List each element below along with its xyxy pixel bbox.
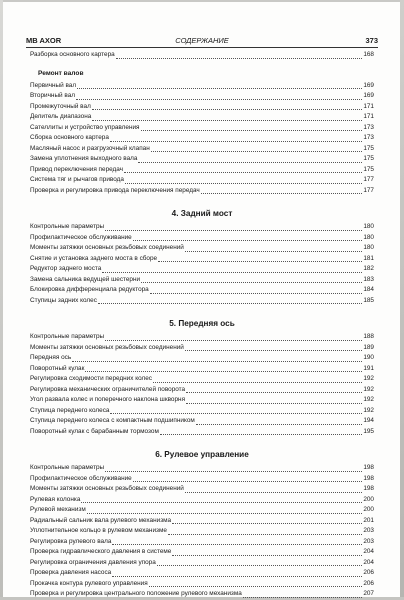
toc-entry[interactable] — [30, 427, 374, 438]
chapter-5-entries — [30, 332, 374, 437]
toc-entry-page-number: 201 — [363, 516, 374, 524]
header-page-number: 373 — [365, 36, 378, 45]
dot-leader — [98, 303, 362, 304]
toc-entry-title: Прокачка контура рулевого управления — [30, 579, 148, 587]
toc-entry[interactable] — [30, 463, 374, 474]
toc-entry-title: Проверка давления насоса — [30, 569, 112, 576]
dot-leader — [185, 251, 362, 252]
toc-entry-page-number: 198 — [363, 474, 374, 482]
dot-leader — [158, 261, 362, 262]
toc-entry[interactable] — [30, 243, 374, 254]
toc-entry-page-number: 198 — [363, 485, 374, 492]
toc-entry-page-number: 173 — [363, 134, 374, 141]
toc-entry-title: Снятие и установка заднего моста в сборе — [30, 254, 158, 262]
toc-entry-title: Рулевой механизм — [30, 506, 86, 513]
toc-entry-title: Привод переключения передач — [30, 165, 124, 173]
toc-entry-title: Промежуточный вал — [30, 102, 91, 110]
dot-leader — [133, 481, 363, 482]
toc-entry-page-number: 171 — [363, 102, 374, 110]
toc-entry-page-number: 192 — [363, 375, 374, 382]
dot-leader — [186, 403, 362, 404]
toc-entry[interactable] — [30, 484, 374, 495]
header-book-title: MB AXOR — [26, 36, 62, 45]
toc-entry[interactable] — [30, 416, 374, 427]
toc-entry[interactable] — [30, 332, 374, 343]
toc-entry-title: Передняя ось — [30, 354, 72, 361]
page-edge-top — [0, 0, 404, 2]
toc-entry-page-number: 192 — [363, 396, 374, 403]
dot-leader — [112, 544, 362, 545]
toc-entry[interactable] — [30, 81, 374, 92]
running-header — [26, 36, 378, 48]
toc-entry[interactable] — [30, 589, 374, 600]
toc-entry-title: Ступица переднего колеса — [30, 406, 110, 414]
dot-leader — [72, 361, 362, 362]
toc-entry-title: Моменты затяжки основных резьбовых соединений — [30, 343, 184, 351]
toc-entry-page-number: 204 — [363, 558, 374, 566]
toc-entry-title: Делитель диапазона — [30, 113, 92, 120]
chapter-4-entries — [30, 222, 374, 306]
toc-entry-page-number: 173 — [363, 123, 374, 131]
toc-entry[interactable] — [30, 254, 374, 265]
toc-entry-title: Контрольные параметры — [30, 333, 105, 340]
intro-entries — [30, 50, 374, 61]
toc-entry-page-number: 206 — [363, 569, 374, 576]
toc-entry-title: Регулировка рулевого вала — [30, 537, 112, 545]
toc-entry-page-number: 181 — [363, 254, 374, 262]
shafts-subheading: Ремонт валов — [38, 69, 84, 77]
toc-entry[interactable] — [30, 406, 374, 417]
toc-entry-page-number: 200 — [363, 495, 374, 503]
toc-entry-page-number: 204 — [363, 548, 374, 555]
toc-entry-title: Замена уплотнения выходного вала — [30, 155, 138, 162]
toc-entry[interactable] — [30, 579, 374, 590]
dot-leader — [133, 240, 363, 241]
toc-entry[interactable] — [30, 123, 374, 134]
dot-leader — [151, 151, 363, 152]
toc-entry-page-number: 175 — [363, 165, 374, 173]
dot-leader — [185, 492, 362, 493]
toc-entry-title: Угол развала колес и поперечного наклона шкворня — [30, 396, 186, 403]
toc-entry-title: Профилактическое обслуживание — [30, 233, 132, 241]
toc-entry-page-number: 169 — [363, 81, 374, 89]
toc-entry-page-number: 183 — [363, 275, 374, 283]
toc-entry-title: Поворотный кулак — [30, 364, 85, 372]
dot-leader — [85, 371, 362, 372]
toc-entry[interactable] — [30, 343, 374, 354]
toc-entry-page-number: 191 — [363, 364, 374, 372]
toc-entry-page-number: 171 — [363, 113, 374, 120]
toc-entry-page-number: 180 — [363, 233, 374, 241]
toc-entry-page-number: 189 — [363, 343, 374, 351]
dot-leader — [105, 340, 362, 341]
dot-leader — [201, 193, 363, 194]
page-edge-left — [0, 0, 3, 600]
page-edge-right — [400, 0, 404, 600]
dot-leader — [138, 162, 362, 163]
toc-entry-title: Профилактическое обслуживание — [30, 474, 132, 482]
toc-entry-title: Поворотный кулак с барабанным тормозом — [30, 427, 159, 435]
toc-entry[interactable] — [30, 495, 374, 506]
toc-entry-page-number: 169 — [363, 92, 374, 99]
toc-entry[interactable] — [30, 275, 374, 286]
dot-leader — [185, 350, 362, 351]
dot-leader — [105, 230, 362, 231]
dot-leader — [76, 99, 362, 100]
toc-entry-title: Рулевая колонка — [30, 495, 81, 503]
toc-entry-page-number: 207 — [363, 590, 374, 597]
toc-entry-page-number: 190 — [363, 354, 374, 361]
toc-entry[interactable] — [30, 395, 374, 406]
dot-leader — [110, 141, 362, 142]
toc-entry-title: Регулировка ограничения давления упора — [30, 558, 156, 566]
dot-leader — [124, 172, 362, 173]
toc-entry-page-number: 195 — [363, 427, 374, 435]
toc-entry-title: Моменты затяжки основных резьбовых соединений — [30, 485, 184, 492]
chapter-6-heading: 6. Рулевое управление — [155, 450, 249, 459]
chapter-6-entries — [30, 463, 374, 600]
dot-leader — [172, 523, 362, 524]
toc-entry[interactable] — [30, 50, 374, 61]
dot-leader — [149, 586, 363, 587]
toc-entry-page-number: 180 — [363, 244, 374, 251]
toc-entry-title: Уплотнительное кольцо в рулевом механизме — [30, 527, 167, 534]
toc-entry[interactable] — [30, 144, 374, 155]
toc-entry-title: Замена сальника ведущей шестерни — [30, 275, 141, 283]
toc-entry-title: Масляный насос и разгрузочный клапан — [30, 144, 150, 152]
toc-entry[interactable] — [30, 353, 374, 364]
toc-entry[interactable] — [30, 222, 374, 233]
toc-entry-title: Регулировка механических ограничителей поворота — [30, 385, 186, 393]
toc-entry-title: Ступицы задних колес — [30, 296, 97, 304]
dot-leader — [153, 382, 362, 383]
toc-entry-page-number: 198 — [363, 464, 374, 471]
toc-entry[interactable] — [30, 374, 374, 385]
dot-leader — [92, 120, 362, 121]
toc-entry[interactable] — [30, 233, 374, 244]
toc-entry-page-number: 177 — [363, 186, 374, 194]
toc-entry[interactable] — [30, 474, 374, 485]
toc-entry[interactable] — [30, 264, 374, 275]
toc-entry-page-number: 175 — [363, 155, 374, 162]
toc-entry-page-number: 177 — [363, 176, 374, 183]
toc-entry[interactable] — [30, 186, 374, 197]
toc-entry-title: Блокировка дифференциала редуктора — [30, 286, 149, 293]
toc-entry-page-number: 185 — [363, 296, 374, 304]
toc-entry-page-number: 206 — [363, 579, 374, 587]
toc-entry-page-number: 168 — [363, 51, 374, 58]
toc-entry-title: Сателлиты и устройство управления — [30, 123, 140, 131]
toc-entry[interactable] — [30, 154, 374, 165]
toc-entry[interactable] — [30, 112, 374, 123]
dot-leader — [116, 58, 363, 59]
toc-entry-title: Сборка основного картера — [30, 134, 109, 141]
toc-entry[interactable] — [30, 133, 374, 144]
toc-entry-title: Проверка и регулировка центрального положение рулевого механизма — [30, 590, 242, 597]
toc-entry[interactable] — [30, 537, 374, 548]
toc-entry[interactable] — [30, 385, 374, 396]
toc-entry-title: Ступица переднего колеса с компактным подшипником — [30, 417, 195, 424]
toc-entry-title: Вторичный вал — [30, 92, 75, 99]
toc-entry[interactable] — [30, 285, 374, 296]
toc-entry-page-number: 203 — [363, 537, 374, 545]
toc-entry[interactable] — [30, 558, 374, 569]
toc-entry-page-number: 184 — [363, 286, 374, 293]
toc-entry-title: Первичный вал — [30, 81, 77, 89]
toc-entry-title: Проверка и регулировка привода переключения передач — [30, 186, 200, 194]
dot-leader — [141, 282, 362, 283]
toc-entry-title: Система тяг и рычагов привода — [30, 176, 124, 183]
toc-entry[interactable] — [30, 568, 374, 579]
dot-leader — [141, 130, 363, 131]
toc-entry-page-number: 180 — [363, 223, 374, 230]
toc-entry-page-number: 194 — [363, 417, 374, 424]
toc-entry-title: Редуктор заднего моста — [30, 265, 102, 272]
dot-leader — [172, 555, 362, 556]
toc-entry[interactable] — [30, 505, 374, 516]
dot-leader — [112, 576, 362, 577]
chapter-4-heading: 4. Задний мост — [171, 209, 233, 218]
dot-leader — [150, 293, 363, 294]
dot-leader — [125, 183, 362, 184]
toc-entry-title: Регулировка сходимости передних колес — [30, 375, 152, 382]
dot-leader — [87, 513, 363, 514]
toc-entry-title: Контрольные параметры — [30, 223, 105, 230]
toc-entry[interactable] — [30, 165, 374, 176]
toc-entry-title: Проверка гидравлического давления в системе — [30, 548, 172, 555]
toc-entry[interactable] — [30, 175, 374, 186]
dot-leader — [243, 597, 363, 598]
toc-entry-title: Контрольные параметры — [30, 464, 105, 471]
toc-entry-title: Разборка основного картера — [30, 51, 115, 58]
toc-entry[interactable] — [30, 516, 374, 527]
toc-entry-page-number: 182 — [363, 265, 374, 272]
toc-entry[interactable] — [30, 547, 374, 558]
dot-leader — [186, 392, 362, 393]
toc-entry-page-number: 175 — [363, 144, 374, 152]
toc-entry-title: Моменты затяжки основных резьбовых соединений — [30, 244, 184, 251]
toc-entry[interactable] — [30, 296, 374, 307]
dot-leader — [196, 424, 363, 425]
toc-entry-title: Радиальный сальник вала рулевого механизма — [30, 516, 172, 524]
toc-entry[interactable] — [30, 364, 374, 375]
dot-leader — [110, 413, 362, 414]
toc-entry-page-number: 192 — [363, 406, 374, 414]
toc-entry[interactable] — [30, 526, 374, 537]
toc-entry[interactable] — [30, 91, 374, 102]
header-section-title: СОДЕРЖАНИЕ — [175, 36, 229, 45]
dot-leader — [81, 502, 362, 503]
dot-leader — [160, 434, 362, 435]
dot-leader — [102, 272, 362, 273]
toc-entry-page-number: 188 — [363, 333, 374, 340]
shafts-entries — [30, 81, 374, 197]
toc-entry-page-number: 200 — [363, 506, 374, 513]
table-of-contents — [30, 50, 374, 600]
dot-leader — [92, 109, 363, 110]
toc-entry-page-number: 203 — [363, 527, 374, 534]
dot-leader — [168, 534, 362, 535]
toc-entry[interactable] — [30, 102, 374, 113]
dot-leader — [157, 565, 363, 566]
dot-leader — [77, 88, 362, 89]
chapter-5-heading: 5. Передняя ось — [169, 319, 235, 328]
toc-entry-page-number: 192 — [363, 385, 374, 393]
dot-leader — [105, 471, 362, 472]
